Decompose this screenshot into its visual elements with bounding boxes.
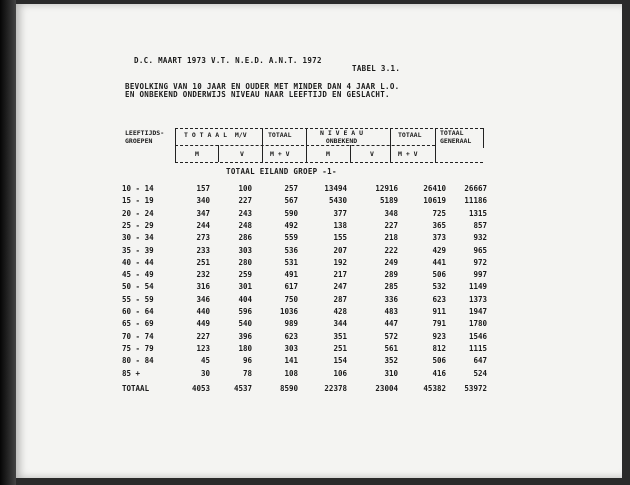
value-cell: 287 (333, 294, 347, 304)
value-cell: 812 (432, 343, 446, 353)
value-cell: 141 (284, 356, 298, 366)
value-cell: 567 (284, 196, 298, 206)
value-cell: 8590 (279, 384, 298, 393)
value-cell: 540 (238, 319, 252, 329)
value-cell: 572 (384, 331, 398, 341)
value-cell: 222 (384, 245, 398, 255)
value-cell: 251 (196, 257, 210, 267)
value-cell: 440 (196, 307, 210, 316)
value-cell: 923 (432, 331, 446, 341)
value-cell: 100 (238, 184, 252, 193)
title-line-1: BEVOLKING VAN 10 JAAR EN OUDER MET MINDER DAN 4 JAAR L.O. (125, 82, 400, 91)
value-cell: 351 (333, 331, 347, 341)
value-cell: 491 (284, 270, 298, 280)
value-cell: 1315 (468, 208, 487, 218)
value-cell: 12916 (375, 184, 398, 193)
value-cell: 492 (284, 220, 298, 230)
value-cell: 373 (432, 233, 446, 243)
value-cell: 4053 (191, 384, 210, 393)
value-cell: 536 (284, 245, 298, 255)
value-cell: 911 (432, 307, 446, 316)
value-cell: 997 (473, 270, 487, 280)
value-cell: 96 (242, 356, 252, 366)
age-group-cell: 45 - 49 (122, 270, 154, 280)
value-cell: 227 (238, 196, 252, 206)
value-cell: 506 (432, 270, 446, 280)
value-cell: 441 (432, 257, 446, 267)
value-cell: 348 (384, 208, 398, 218)
value-cell: 365 (432, 220, 446, 230)
group-label: TOTAAL EILAND GROEP -1- (226, 167, 337, 176)
value-cell: 11186 (464, 196, 487, 206)
value-cell: 559 (284, 233, 298, 243)
value-cell: 5430 (328, 196, 347, 206)
col-niveau: N I V E A U ONBEKEND (320, 129, 364, 145)
value-cell: 989 (284, 319, 298, 329)
value-cell: 1036 (279, 307, 298, 316)
age-group-cell: 60 - 64 (122, 307, 154, 316)
table-number: TABEL 3.1. (352, 64, 401, 73)
value-cell: 1947 (468, 307, 487, 316)
value-cell: 449 (196, 319, 210, 329)
age-group-cell: 80 - 84 (122, 356, 154, 366)
value-cell: 78 (242, 368, 252, 378)
value-cell: 336 (384, 294, 398, 304)
value-cell: 857 (473, 220, 487, 230)
value-cell: 207 (333, 245, 347, 255)
value-cell: 45 (200, 356, 210, 366)
value-cell: 251 (333, 343, 347, 353)
col-totaal-mv: T O T A A L M/V (184, 131, 247, 139)
value-cell: 249 (384, 257, 398, 267)
age-group-cell: 40 - 44 (122, 257, 154, 267)
value-cell: 416 (432, 368, 446, 378)
value-cell: 483 (384, 307, 398, 316)
value-cell: 617 (284, 282, 298, 292)
value-cell: 180 (238, 343, 252, 353)
value-cell: 157 (196, 184, 210, 193)
age-group-cell: 70 - 74 (122, 331, 154, 341)
value-cell: 26410 (423, 184, 446, 193)
value-cell: 45382 (423, 384, 446, 393)
value-cell: 108 (284, 368, 298, 378)
age-group-cell: 50 - 54 (122, 282, 154, 292)
value-cell: 5189 (379, 196, 398, 206)
value-cell: 532 (432, 282, 446, 292)
value-cell: 301 (238, 282, 252, 292)
value-cell: 1546 (468, 331, 487, 341)
scan-edge (0, 0, 16, 485)
value-cell: 30 (200, 368, 210, 378)
value-cell: 123 (196, 343, 210, 353)
value-cell: 233 (196, 245, 210, 255)
value-cell: 725 (432, 208, 446, 218)
col-age: LEEFTIJDS- GROEPEN (125, 129, 165, 145)
value-cell: 531 (284, 257, 298, 267)
value-cell: 429 (432, 245, 446, 255)
value-cell: 346 (196, 294, 210, 304)
value-cell: 218 (384, 233, 398, 243)
value-cell: 227 (384, 220, 398, 230)
value-cell: 623 (284, 331, 298, 341)
value-cell: 561 (384, 343, 398, 353)
value-cell: 1780 (468, 319, 487, 329)
age-group-cell: 35 - 39 (122, 245, 154, 255)
value-cell: 289 (384, 270, 398, 280)
sub-m: M (195, 150, 199, 158)
col-generaal: TOTAAL GENERAAL (440, 129, 472, 145)
value-cell: 972 (473, 257, 487, 267)
value-cell: 4537 (233, 384, 252, 393)
value-cell: 377 (333, 208, 347, 218)
value-cell: 1149 (468, 282, 487, 292)
value-cell: 138 (333, 220, 347, 230)
age-group-cell: 55 - 59 (122, 294, 154, 304)
sub-m2: M (326, 150, 330, 158)
value-cell: 303 (238, 245, 252, 255)
value-cell: 647 (473, 356, 487, 366)
value-cell: 932 (473, 233, 487, 243)
header-line: D.C. MAART 1973 V.T. N.E.D. A.N.T. 1972 (134, 56, 322, 65)
age-group-cell: 85 + (122, 368, 141, 378)
value-cell: 22378 (324, 384, 347, 393)
age-group-cell: TOTAAL (122, 384, 150, 393)
value-cell: 791 (432, 319, 446, 329)
sub-mv: M + V (270, 150, 290, 158)
age-group-cell: 20 - 24 (122, 208, 154, 218)
sub-v: V (240, 150, 244, 158)
value-cell: 396 (238, 331, 252, 341)
title-line-2: EN ONBEKEND ONDERWIJS NIVEAU NAAR LEEFTIJD EN GESLACHT. (125, 90, 390, 99)
age-group-cell: 75 - 79 (122, 343, 154, 353)
value-cell: 506 (432, 356, 446, 366)
col-totaal2: TOTAAL (398, 131, 422, 139)
value-cell: 26667 (464, 184, 487, 193)
value-cell: 227 (196, 331, 210, 341)
value-cell: 192 (333, 257, 347, 267)
value-cell: 344 (333, 319, 347, 329)
value-cell: 447 (384, 319, 398, 329)
age-group-cell: 25 - 29 (122, 220, 154, 230)
value-cell: 285 (384, 282, 398, 292)
col-totaal: TOTAAL (268, 131, 292, 139)
value-cell: 155 (333, 233, 347, 243)
value-cell: 257 (284, 184, 298, 193)
value-cell: 248 (238, 220, 252, 230)
age-group-cell: 15 - 19 (122, 196, 154, 206)
value-cell: 232 (196, 270, 210, 280)
value-cell: 1115 (468, 343, 487, 353)
value-cell: 286 (238, 233, 252, 243)
value-cell: 347 (196, 208, 210, 218)
value-cell: 750 (284, 294, 298, 304)
age-group-cell: 65 - 69 (122, 319, 154, 329)
age-group-cell: 10 - 14 (122, 184, 154, 193)
value-cell: 524 (473, 368, 487, 378)
value-cell: 23004 (375, 384, 398, 393)
value-cell: 273 (196, 233, 210, 243)
value-cell: 404 (238, 294, 252, 304)
value-cell: 965 (473, 245, 487, 255)
value-cell: 428 (333, 307, 347, 316)
value-cell: 310 (384, 368, 398, 378)
sub-mv2: M + V (398, 150, 418, 158)
value-cell: 154 (333, 356, 347, 366)
value-cell: 53972 (464, 384, 487, 393)
value-cell: 217 (333, 270, 347, 280)
value-cell: 352 (384, 356, 398, 366)
value-cell: 623 (432, 294, 446, 304)
value-cell: 247 (333, 282, 347, 292)
value-cell: 244 (196, 220, 210, 230)
value-cell: 590 (284, 208, 298, 218)
sub-v2: V (370, 150, 374, 158)
value-cell: 243 (238, 208, 252, 218)
value-cell: 280 (238, 257, 252, 267)
value-cell: 303 (284, 343, 298, 353)
value-cell: 106 (333, 368, 347, 378)
value-cell: 1373 (468, 294, 487, 304)
value-cell: 10619 (423, 196, 446, 206)
value-cell: 259 (238, 270, 252, 280)
value-cell: 340 (196, 196, 210, 206)
value-cell: 13494 (324, 184, 347, 193)
value-cell: 316 (196, 282, 210, 292)
value-cell: 596 (238, 307, 252, 316)
age-group-cell: 30 - 34 (122, 233, 154, 243)
